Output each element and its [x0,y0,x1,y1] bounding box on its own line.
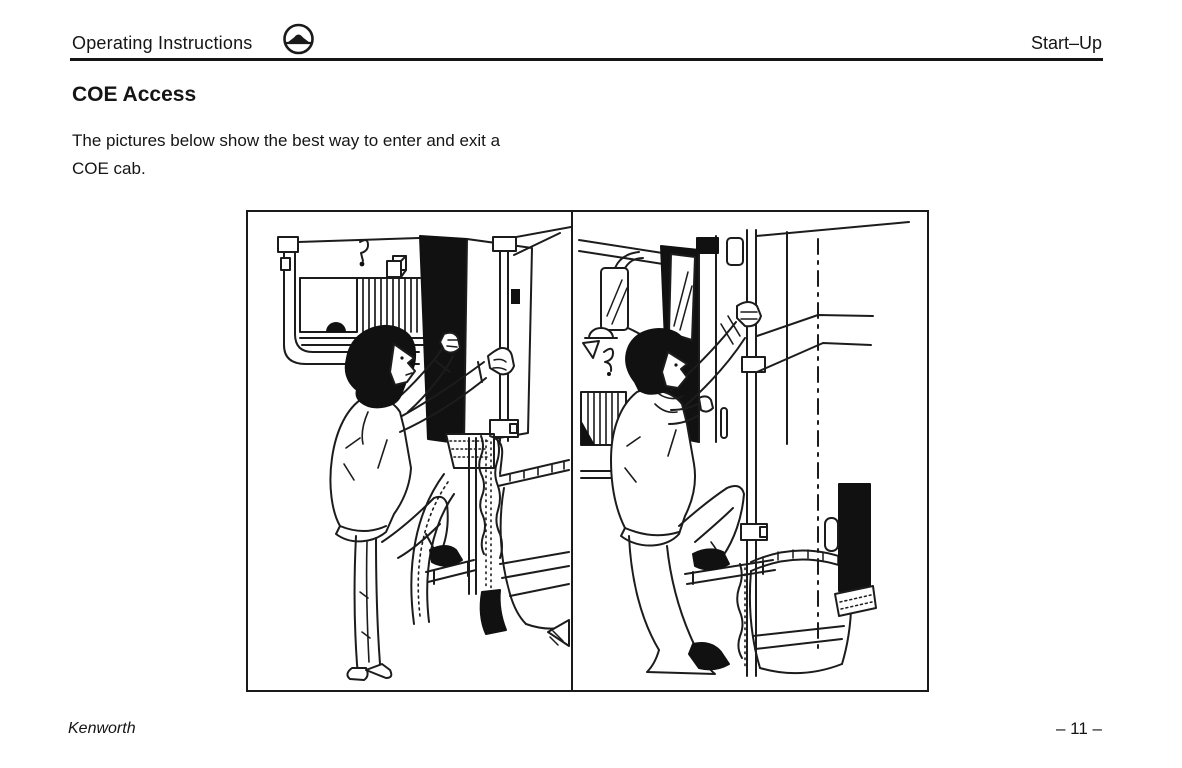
coe-access-figure [246,210,929,692]
header-rule [70,58,1103,61]
header-chapter-title: Start–Up [1030,33,1102,53]
intro-paragraph [72,127,500,183]
illustration-enter-cab-climb-icon [573,212,926,689]
header-section-title: Operating Instructions [72,33,253,53]
page-heading: COE Access [72,83,197,106]
footer-brand: Kenworth [68,720,136,737]
intro-line-1: The pictures below show the best way to enter and exit a [72,131,501,150]
kenworth-roundel-icon [282,22,315,56]
figure-panel-enter-climb [573,212,927,690]
page-number: – 11 – [1055,719,1102,738]
intro-line-2: COE cab. [72,159,146,178]
illustration-enter-cab-grip-icon [248,212,571,689]
figure-panel-enter-grip [248,212,573,690]
